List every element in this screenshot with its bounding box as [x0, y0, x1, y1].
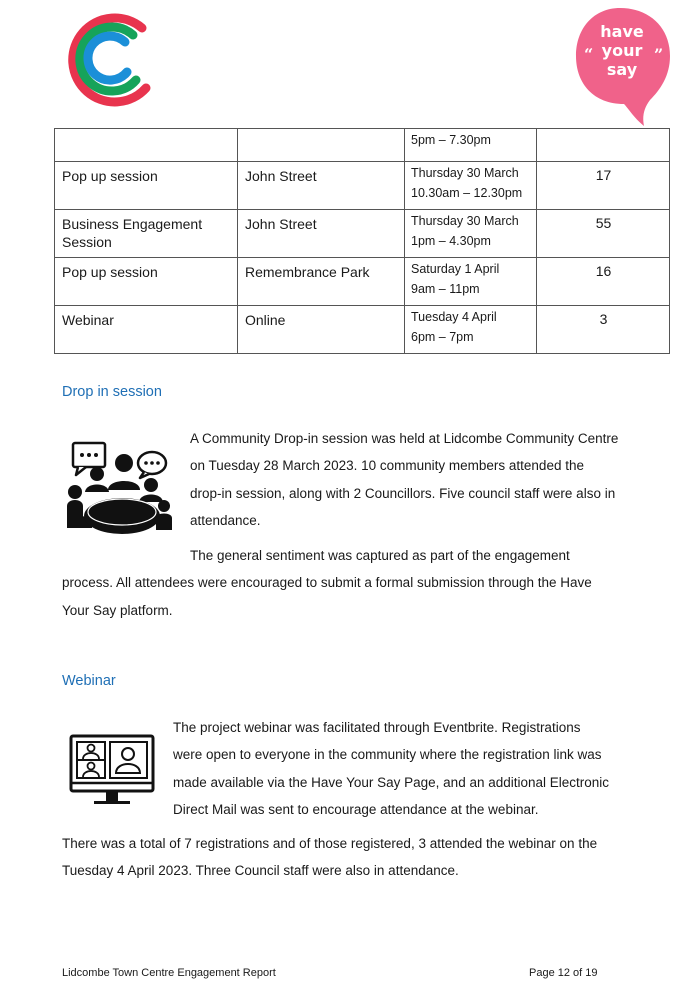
cell-attendees: 16	[537, 258, 670, 306]
webinar-paragraph-1	[173, 714, 673, 824]
cell-location	[238, 129, 405, 162]
dropin-paragraph-1	[190, 425, 670, 535]
cell-location: Online	[238, 306, 405, 354]
dropin-paragraph-2	[62, 542, 662, 624]
text-line: drop-in session, along with 2 Councillors. Five council staff were also in	[190, 485, 616, 501]
cell-type: Business Engagement Session	[55, 210, 238, 258]
table-row	[55, 129, 670, 162]
cell-date	[405, 129, 537, 162]
date-line-2: 6pm – 7pm	[411, 330, 474, 344]
webinar-heading: Webinar	[62, 673, 116, 689]
table-row	[55, 210, 670, 258]
date-line-1: Thursday 30 March	[411, 166, 519, 180]
table-row	[55, 162, 670, 210]
text-line: Your Say platform.	[62, 602, 173, 618]
text-line: The general sentiment was captured as part of the engagement	[190, 548, 570, 563]
cell-location: John Street	[238, 162, 405, 210]
date-line-1: Thursday 30 March	[411, 214, 519, 228]
text-line: on Tuesday 28 March 2023. 10 community members attended the	[190, 458, 584, 474]
date-line-2: 10.30am – 12.30pm	[411, 186, 523, 200]
dropin-heading: Drop in session	[62, 384, 162, 400]
hys-word-have: have	[600, 22, 644, 41]
footer-report-title: Lidcombe Town Centre Engagement Report	[62, 967, 276, 979]
date-line-1: Saturday 1 April	[411, 262, 500, 276]
text-line: Tuesday 4 April 2023. Three Council staff were also in attendance.	[62, 863, 459, 879]
cell-type: Pop up session	[55, 258, 238, 306]
cell-date	[405, 306, 537, 354]
cell-date	[405, 210, 537, 258]
table-row	[55, 306, 670, 354]
cell-attendees: 3	[537, 306, 670, 354]
hys-word-say: say	[606, 60, 638, 79]
text-line: A Community Drop-in session was held at Lidcombe Community Centre	[190, 431, 619, 446]
table-row	[55, 258, 670, 306]
cell-date	[405, 162, 537, 210]
text-line: attendance.	[190, 513, 261, 529]
cell-attendees	[537, 129, 670, 162]
cell-type: Pop up session	[55, 162, 238, 210]
cell-attendees: 17	[537, 162, 670, 210]
text-line: process. All attendees were encouraged to submit a formal submission through the Have	[62, 575, 592, 591]
hys-logo-text	[578, 22, 666, 79]
have-your-say-logo	[572, 4, 674, 128]
date-line-2: 9am – 11pm	[411, 282, 480, 296]
cell-location: Remembrance Park	[238, 258, 405, 306]
text-line: Direct Mail was sent to encourage attendance at the webinar.	[173, 802, 539, 818]
cell-attendees: 55	[537, 210, 670, 258]
footer-page-number: Page 12 of 19	[529, 967, 598, 979]
text-line: made available via the Have Your Say Page, and an additional Electronic	[173, 774, 610, 790]
cell-type: Webinar	[55, 306, 238, 354]
cell-type	[55, 129, 238, 162]
council-c-logo	[62, 4, 162, 108]
cell-date	[405, 258, 537, 306]
text-line: were open to everyone in the community where the registration link was	[173, 747, 602, 763]
date-line-1: Tuesday 4 April	[411, 310, 497, 324]
text-line: There was a total of 7 registrations and of those registered, 3 attended the webinar on the	[62, 836, 598, 851]
date-line-1: 5pm – 7.30pm	[411, 133, 491, 147]
svg-text:“: “	[584, 45, 594, 64]
sessions-table	[54, 128, 670, 354]
webinar-paragraph-2	[62, 830, 672, 885]
hys-word-your: your	[601, 41, 643, 60]
video-conference-monitor-icon	[68, 733, 156, 807]
date-line-2: 1pm – 4.30pm	[411, 234, 491, 248]
svg-text:”: ”	[654, 45, 664, 64]
text-line: The project webinar was facilitated through Eventbrite. Registrations	[173, 720, 581, 735]
cell-location: John Street	[238, 210, 405, 258]
meeting-group-icon	[64, 440, 174, 536]
